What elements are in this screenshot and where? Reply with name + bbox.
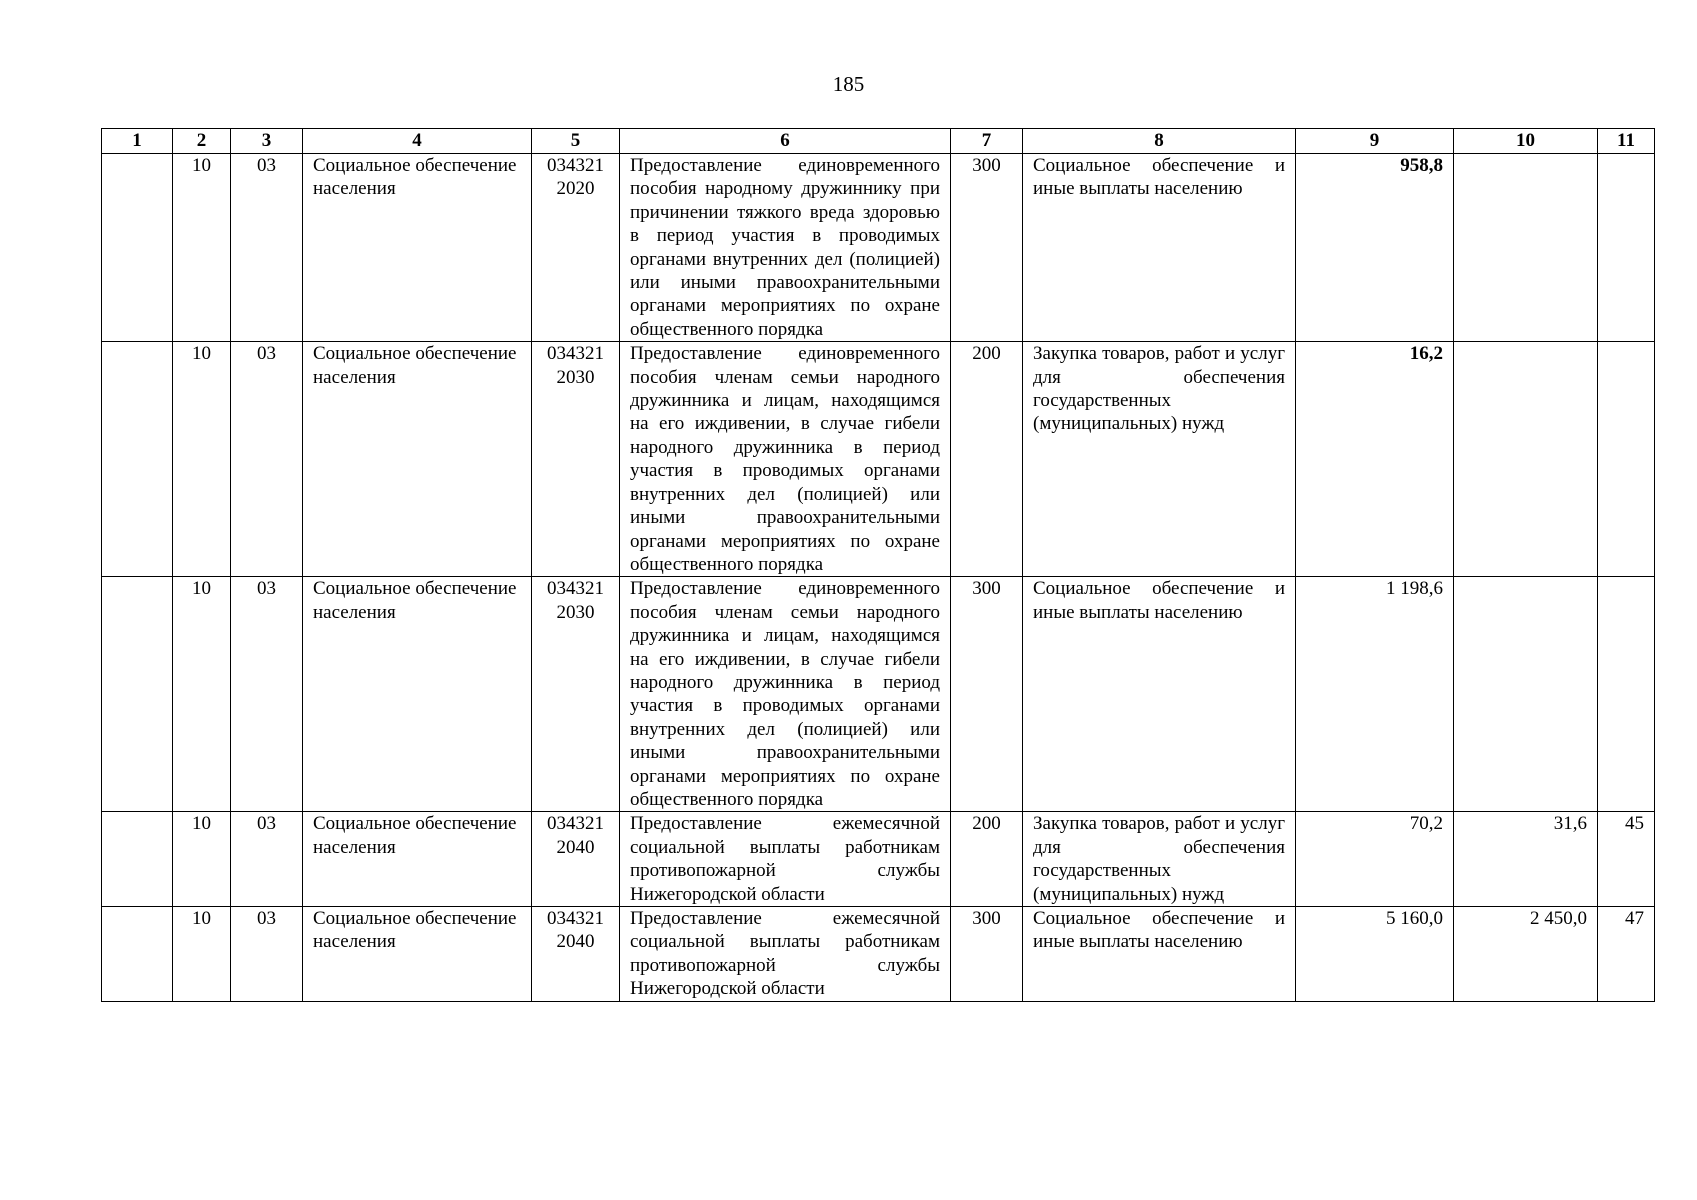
column-header-7: 7 [951,129,1023,154]
column-header-9: 9 [1296,129,1454,154]
cell-amount-10 [1454,577,1598,812]
cell-amount-9: 5 160,0 [1296,907,1454,1002]
cell-expense-type: 300 [951,154,1023,342]
cell-section-name: Социальное обеспечение населения [303,342,532,577]
cell-col1 [102,577,173,812]
cell-expense-type: 200 [951,812,1023,907]
column-header-3: 3 [231,129,303,154]
cell-amount-11 [1598,342,1655,577]
table-row [102,577,1655,812]
cell-amount-10: 31,6 [1454,812,1598,907]
cell-subsection: 03 [231,154,303,342]
cell-col1 [102,907,173,1002]
cell-expense-type: 300 [951,907,1023,1002]
column-header-2: 2 [173,129,231,154]
column-header-4: 4 [303,129,532,154]
column-header-11: 11 [1598,129,1655,154]
cell-amount-10 [1454,154,1598,342]
cell-section-name: Социальное обеспечение населения [303,812,532,907]
cell-subsection: 03 [231,577,303,812]
cell-amount-11 [1598,577,1655,812]
cell-description: Предоставление ежемесячной социальной выплаты работникам противопожарной службы Нижегородской области [620,907,951,1002]
column-header-1: 1 [102,129,173,154]
cell-section: 10 [173,342,231,577]
cell-description: Предоставление единовременного пособия членам семьи народного дружинника и лицам, находящимся на его иждивении, в случае гибели народного дружинника в период участия в проводимых органами внутренних дел (полицией) или иными правоохранительными органами мероприятиях по охране общественного порядка [620,342,951,577]
cell-section-name: Социальное обеспечение населения [303,907,532,1002]
cell-subsection: 03 [231,907,303,1002]
table-row [102,154,1655,342]
cell-description: Предоставление единовременного пособия народному дружиннику при причинении тяжкого вреда здоровью в период участия в проводимых органами внутренних дел (полицией) или иными правоохранительными органами мероприятиях по охране общественного порядка [620,154,951,342]
cell-amount-9: 70,2 [1296,812,1454,907]
cell-amount-9: 958,8 [1296,154,1454,342]
cell-section: 10 [173,154,231,342]
cell-amount-10 [1454,342,1598,577]
column-header-10: 10 [1454,129,1598,154]
cell-target-code: 034321 2020 [532,154,620,342]
table-row [102,812,1655,907]
cell-target-code: 034321 2040 [532,812,620,907]
cell-amount-9: 16,2 [1296,342,1454,577]
header-row [102,129,1655,154]
budget-table [101,128,1655,1002]
page-number: 185 [832,72,865,96]
cell-col1 [102,154,173,342]
cell-expense-name: Закупка товаров, работ и услуг для обеспечения государственных (муниципальных) нужд [1023,342,1296,577]
cell-section-name: Социальное обеспечение населения [303,154,532,342]
cell-expense-name: Социальное обеспечение и иные выплаты населению [1023,154,1296,342]
cell-section: 10 [173,577,231,812]
column-header-5: 5 [532,129,620,154]
table-row [102,907,1655,1002]
table-row [102,342,1655,577]
cell-amount-9: 1 198,6 [1296,577,1454,812]
cell-col1 [102,812,173,907]
column-header-6: 6 [620,129,951,154]
cell-section: 10 [173,812,231,907]
cell-expense-type: 200 [951,342,1023,577]
cell-subsection: 03 [231,342,303,577]
cell-section: 10 [173,907,231,1002]
cell-target-code: 034321 2030 [532,577,620,812]
cell-target-code: 034321 2030 [532,342,620,577]
column-header-8: 8 [1023,129,1296,154]
cell-expense-name: Социальное обеспечение и иные выплаты населению [1023,907,1296,1002]
cell-target-code: 034321 2040 [532,907,620,1002]
cell-col1 [102,342,173,577]
cell-amount-11: 45 [1598,812,1655,907]
cell-amount-10: 2 450,0 [1454,907,1598,1002]
cell-section-name: Социальное обеспечение населения [303,577,532,812]
cell-expense-name: Закупка товаров, работ и услуг для обеспечения государственных (муниципальных) нужд [1023,812,1296,907]
cell-expense-name: Социальное обеспечение и иные выплаты населению [1023,577,1296,812]
cell-expense-type: 300 [951,577,1023,812]
cell-amount-11 [1598,154,1655,342]
cell-description: Предоставление единовременного пособия членам семьи народного дружинника и лицам, находящимся на его иждивении, в случае гибели народного дружинника в период участия в проводимых органами внутренних дел (полицией) или иными правоохранительными органами мероприятиях по охране общественного порядка [620,577,951,812]
cell-subsection: 03 [231,812,303,907]
cell-description: Предоставление ежемесячной социальной выплаты работникам противопожарной службы Нижегородской области [620,812,951,907]
cell-amount-11: 47 [1598,907,1655,1002]
